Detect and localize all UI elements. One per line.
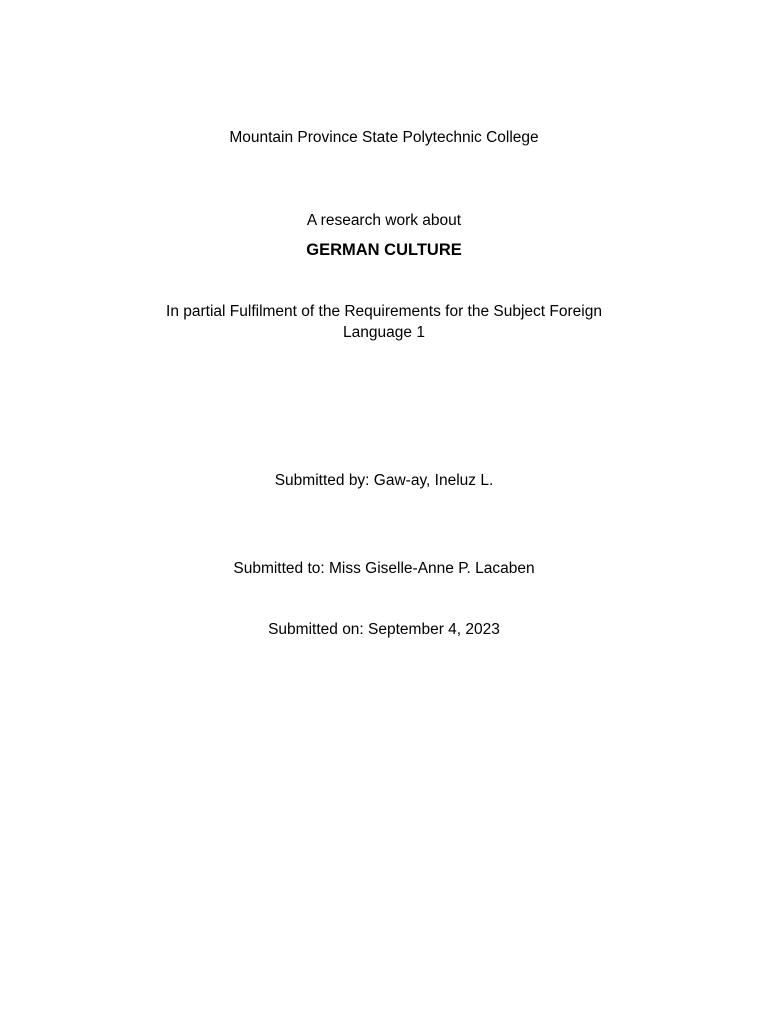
submitted-on: Submitted on: September 4, 2023: [268, 621, 500, 638]
research-intro: A research work about: [306, 212, 462, 229]
document-title: GERMAN CULTURE: [306, 241, 462, 259]
submitted-to: Submitted to: Miss Giselle-Anne P. Lacaben: [233, 560, 535, 577]
submitted-by: Submitted by: Gaw-ay, Ineluz L.: [274, 472, 494, 489]
purpose-line-2: Language 1: [343, 324, 425, 341]
institution-name: Mountain Province State Polytechnic College: [229, 129, 539, 146]
purpose-line-1: In partial Fulfilment of the Requirements for the Subject Foreign: [166, 303, 602, 320]
